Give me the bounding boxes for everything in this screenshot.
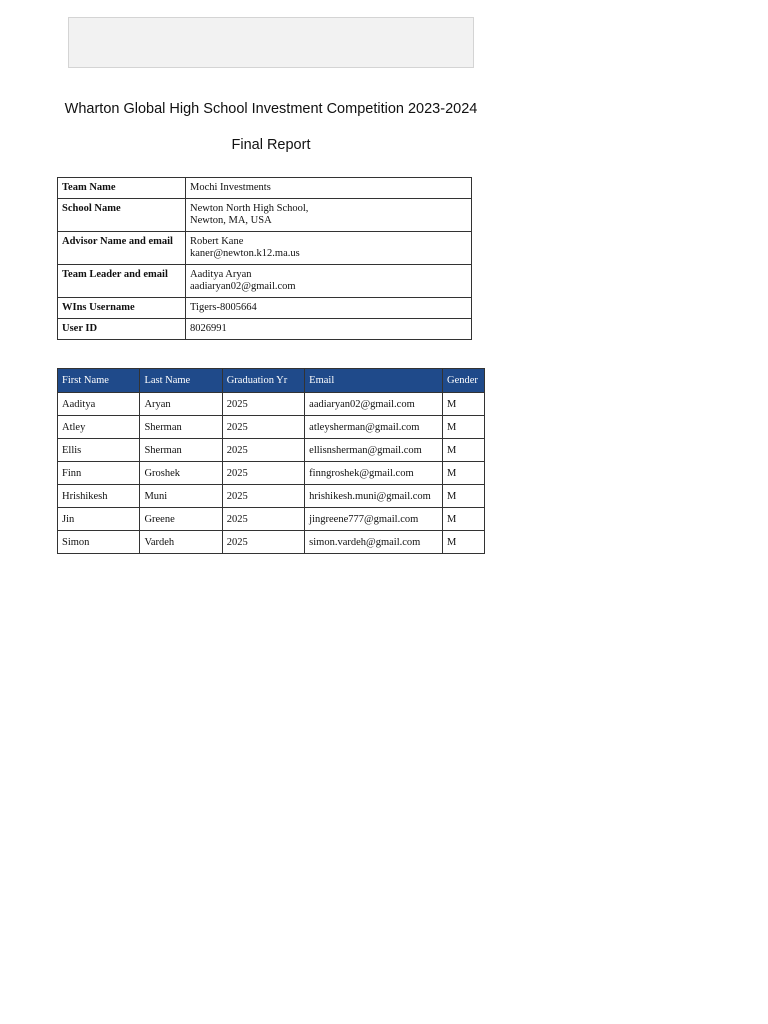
info-row-team-leader [58,265,472,298]
email-cell: hrishikesh.muni@gmail.com [305,485,443,508]
email-cell: aadiaryan02@gmail.com [305,393,443,416]
info-row-school-name [58,199,472,232]
school-name-label: School Name [58,199,186,232]
graduation-yr-cell: 2025 [222,439,304,462]
email-cell: simon.vardeh@gmail.com [305,531,443,554]
last-name-cell: Muni [140,485,222,508]
header-placeholder-box [68,17,474,68]
graduation-yr-cell: 2025 [222,508,304,531]
gender-cell: M [443,416,485,439]
table-row [58,462,485,485]
team-info-table [57,177,472,340]
last-name-cell: Sherman [140,439,222,462]
header-last-name: Last Name [140,369,222,393]
info-row-team-name [58,178,472,199]
last-name-cell: Sherman [140,416,222,439]
table-row [58,485,485,508]
first-name-cell: Aaditya [58,393,140,416]
advisor-name: Robert Kane [190,236,244,247]
table-row [58,439,485,462]
graduation-yr-cell: 2025 [222,531,304,554]
gender-cell: M [443,508,485,531]
email-cell: ellisnsherman@gmail.com [305,439,443,462]
wins-username-label: WIns Username [58,298,186,319]
team-leader-name: Aaditya Aryan [190,269,252,280]
header-graduation-yr: Graduation Yr [222,369,304,393]
school-location-line: Newton, MA, USA [190,215,272,226]
email-cell: jingreene777@gmail.com [305,508,443,531]
info-row-advisor [58,232,472,265]
advisor-value [186,232,472,265]
school-name-value [186,199,472,232]
first-name-cell: Finn [58,462,140,485]
first-name-cell: Atley [58,416,140,439]
user-id-value [186,319,472,340]
last-name-cell: Vardeh [140,531,222,554]
roster-header-row [58,369,485,393]
school-name-line: Newton North High School, [190,203,309,214]
info-row-user-id [58,319,472,340]
graduation-yr-cell: 2025 [222,416,304,439]
graduation-yr-cell: 2025 [222,393,304,416]
advisor-email: kaner@newton.k12.ma.us [190,248,300,259]
first-name-cell: Hrishikesh [58,485,140,508]
info-row-wins-username [58,298,472,319]
last-name-cell: Groshek [140,462,222,485]
gender-cell: M [443,439,485,462]
email-cell: atleysherman@gmail.com [305,416,443,439]
team-roster-table [57,368,485,554]
team-leader-label: Team Leader and email [58,265,186,298]
team-name-value [186,178,472,199]
first-name-cell: Ellis [58,439,140,462]
table-row [58,531,485,554]
table-row [58,416,485,439]
gender-cell: M [443,531,485,554]
gender-cell: M [443,393,485,416]
gender-cell: M [443,485,485,508]
document-subtitle: Final Report [231,137,311,153]
email-cell: finngroshek@gmail.com [305,462,443,485]
last-name-cell: Aryan [140,393,222,416]
team-name-label: Team Name [58,178,186,199]
team-name-line: Mochi Investments [190,182,271,193]
advisor-label: Advisor Name and email [58,232,186,265]
team-leader-value [186,265,472,298]
header-first-name: First Name [58,369,140,393]
header-gender: Gender [443,369,485,393]
table-row [58,508,485,531]
first-name-cell: Simon [58,531,140,554]
user-id-label: User ID [58,319,186,340]
graduation-yr-cell: 2025 [222,485,304,508]
user-id-line: 8026991 [190,323,227,334]
graduation-yr-cell: 2025 [222,462,304,485]
document-title: Wharton Global High School Investment Competition 2023-2024 [64,101,478,117]
last-name-cell: Greene [140,508,222,531]
header-email: Email [305,369,443,393]
gender-cell: M [443,462,485,485]
wins-username-line: Tigers-8005664 [190,302,257,313]
first-name-cell: Jin [58,508,140,531]
team-leader-email: aadiaryan02@gmail.com [190,281,296,292]
table-row [58,393,485,416]
wins-username-value [186,298,472,319]
